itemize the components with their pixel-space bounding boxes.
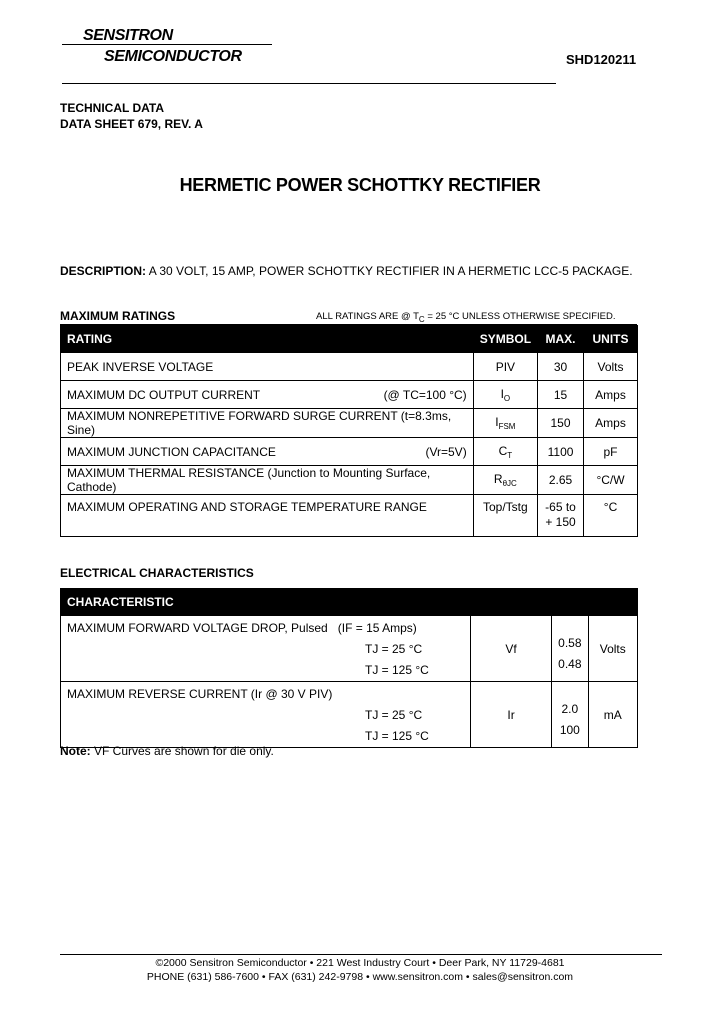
rating-name: MAXIMUM NONREPETITIVE FORWARD SURGE CURRENT (t=8.3ms, Sine) xyxy=(61,409,474,438)
note xyxy=(60,744,274,758)
rating-units: °C/W xyxy=(584,466,638,495)
value: 0.58 xyxy=(558,635,582,650)
rating-units: Amps xyxy=(584,381,638,409)
table-row xyxy=(61,495,638,537)
rating-symbol: $I_{FSM}$ xyxy=(473,409,537,438)
part-number: SHD120211 xyxy=(566,52,637,67)
header-max: MAX. xyxy=(538,326,584,353)
rating-name-cell xyxy=(61,381,474,409)
value: 100 xyxy=(559,722,580,737)
note-label: Note: xyxy=(60,744,91,758)
rating-units: °C xyxy=(584,495,638,537)
description xyxy=(60,264,633,278)
table-row xyxy=(61,381,638,409)
rating-name-cell xyxy=(61,438,474,466)
company-name-line1: SENSITRON xyxy=(83,27,173,44)
footer-address: ©2000 Sensitron Semiconductor • 221 West Industry Court • Deer Park, NY 11729-4681 xyxy=(155,957,565,969)
rating-max: 150 xyxy=(538,409,584,438)
electrical-table xyxy=(60,588,638,748)
max-ratings-table xyxy=(60,325,638,537)
table-row xyxy=(61,466,638,495)
electrical-title: ELECTRICAL CHARACTERISTICS xyxy=(60,566,254,580)
technical-data-label: TECHNICAL DATA xyxy=(60,101,164,115)
description-label: DESCRIPTION: xyxy=(60,264,147,278)
rating-symbol: $I_O$ xyxy=(473,381,537,409)
table-row xyxy=(61,438,638,466)
rating-max: 1100 xyxy=(538,438,584,466)
table-row xyxy=(61,409,638,438)
temp-condition: TJ = 125 °C xyxy=(365,729,429,743)
rating-units: Amps xyxy=(584,409,638,438)
technical-data-block xyxy=(60,100,203,132)
characteristic-units: mA xyxy=(588,682,637,748)
note-text: VF Curves are shown for die only. xyxy=(90,744,274,758)
rating-symbol: Top/Tstg xyxy=(473,495,537,537)
characteristic-symbol: Ir xyxy=(471,682,552,748)
footer-contact: PHONE (631) 586-7600 • FAX (631) 242-9798 • www.sensitron.com • sales@sensitron.com xyxy=(146,971,574,983)
rating-condition: (Vr=5V) xyxy=(425,444,467,459)
rating-symbol: $R_{\theta JC}$ xyxy=(473,466,537,495)
value: 0.48 xyxy=(558,656,582,671)
max-ratings-title: MAXIMUM RATINGS xyxy=(60,309,176,323)
characteristic-values xyxy=(552,682,588,748)
header-characteristic: CHARACTERISTIC xyxy=(61,589,638,616)
rating-max: 2.65 xyxy=(538,466,584,495)
table-row xyxy=(61,353,638,381)
characteristic-units: Volts xyxy=(588,616,637,682)
temp-condition: TJ = 25 °C xyxy=(365,642,423,656)
temp-condition: TJ = 25 °C xyxy=(365,708,423,722)
characteristic-values xyxy=(552,616,588,682)
characteristic-cell xyxy=(61,682,471,748)
temp-condition: TJ = 125 °C xyxy=(365,663,429,677)
footer-rule xyxy=(60,954,662,955)
rating-max: -65 to + 150 xyxy=(538,495,584,537)
data-sheet-label: DATA SHEET 679, REV. A xyxy=(60,117,203,131)
rating-name: MAXIMUM OPERATING AND STORAGE TEMPERATURE RANGE xyxy=(61,495,474,537)
document-title: HERMETIC POWER SCHOTTKY RECTIFIER xyxy=(179,175,541,195)
company-name-line2: SEMICONDUCTOR xyxy=(104,48,242,65)
characteristic-title: MAXIMUM REVERSE CURRENT (Ir @ 30 V PIV) xyxy=(67,687,333,701)
table-row xyxy=(61,682,638,748)
rating-max: 15 xyxy=(538,381,584,409)
header-rule xyxy=(62,83,556,84)
header-units: UNITS xyxy=(584,326,638,353)
rating-units: Volts xyxy=(584,353,638,381)
header-symbol: SYMBOL xyxy=(473,326,537,353)
characteristic-cell xyxy=(61,616,471,682)
rating-name: MAXIMUM DC OUTPUT CURRENT xyxy=(67,387,261,402)
rating-max: 30 xyxy=(538,353,584,381)
rating-name: PEAK INVERSE VOLTAGE xyxy=(61,353,474,381)
ratings-conditions: ALL RATINGS ARE @ $T_C = 25$ °C UNLESS OTHERWISE SPECIFIED. xyxy=(316,311,616,324)
value: 2.0 xyxy=(561,701,579,716)
rating-units: pF xyxy=(584,438,638,466)
header-rating: RATING xyxy=(61,326,474,353)
characteristic-symbol: Vf xyxy=(471,616,552,682)
table-row xyxy=(61,616,638,682)
rating-condition: (@ TC=100 °C) xyxy=(383,387,467,402)
characteristic-title: MAXIMUM FORWARD VOLTAGE DROP, Pulsed (IF = 15 Amps) xyxy=(67,621,417,635)
rating-name: MAXIMUM JUNCTION CAPACITANCE xyxy=(67,444,276,459)
electrical-header-row xyxy=(61,589,638,616)
rating-name: MAXIMUM THERMAL RESISTANCE (Junction to Mounting Surface, Cathode) xyxy=(61,466,474,495)
rating-symbol: $C_T$ xyxy=(473,438,537,466)
max-ratings-header-row xyxy=(61,326,638,353)
description-text: A 30 VOLT, 15 AMP, POWER SCHOTTKY RECTIFIER IN A HERMETIC LCC-5 PACKAGE. xyxy=(146,264,633,278)
rating-symbol: PIV xyxy=(473,353,537,381)
